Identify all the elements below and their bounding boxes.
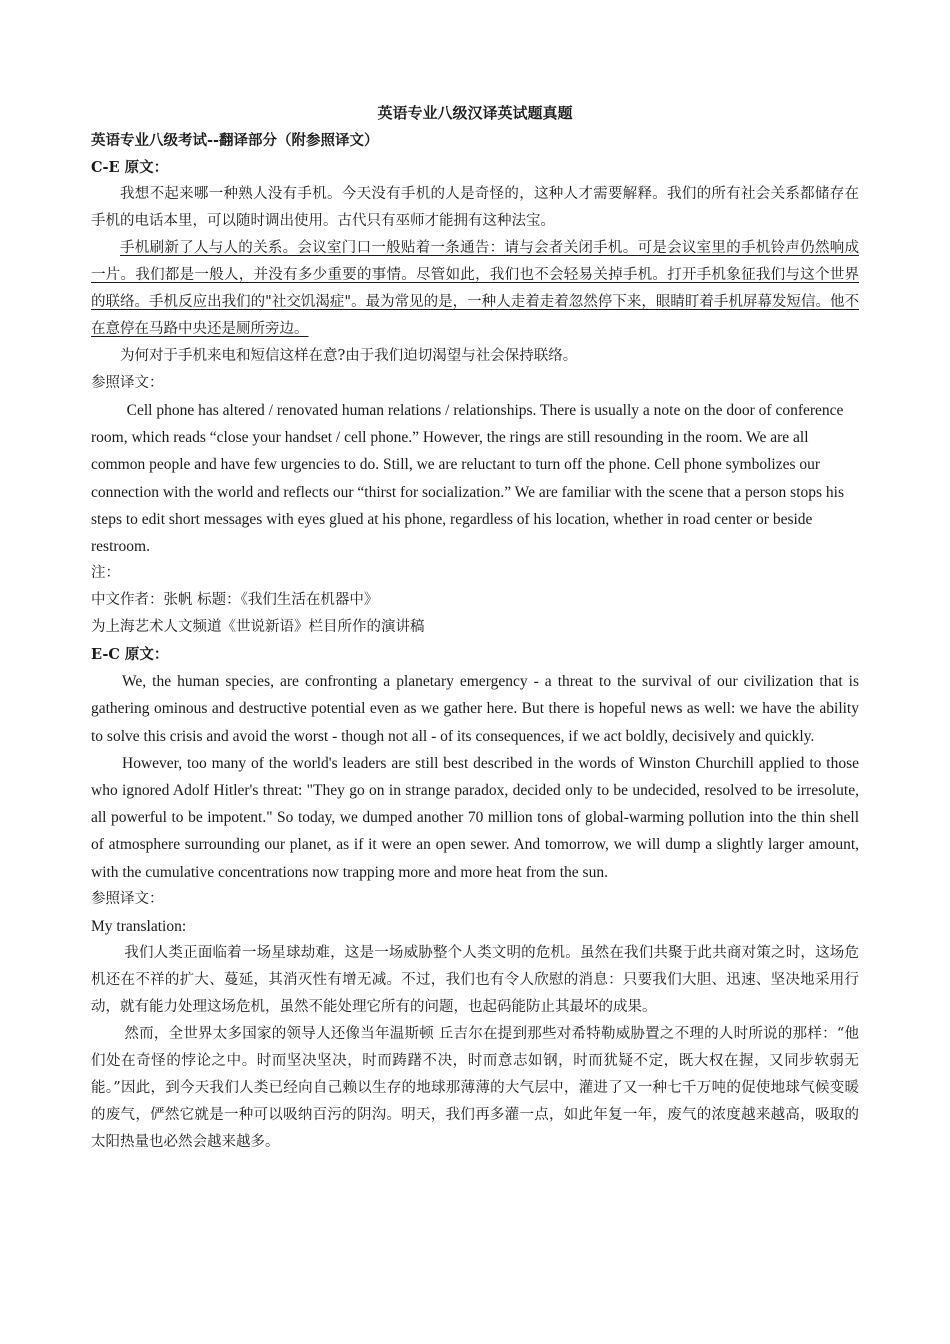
ec-paragraph-1: We, the human species, are confronting a planetary emergency - a threat to the survival of our civilization that is gathering ominous and destructive potential even as we gather here. But there is hopeful news as well: we have the ability to solve this crisis and avoid the worst - though not all - of its consequences, if we act boldly, decisively and quickly. [91, 673, 859, 745]
document-title: 英语专业八级汉译英试题真题 [377, 104, 573, 122]
my-translation-label: My translation: [91, 917, 187, 935]
note-author: 中文作者：张帆 标题：《我们生活在机器中》 [91, 592, 379, 609]
note-source: 为上海艺术人文频道《世说新语》栏目所作的演讲稿 [91, 619, 425, 636]
ce-paragraph-2-text: 手机刷新了人与人的关系。会议室门口一般贴着一条通告：请与会者关闭手机。可是会议室里的手机铃声仍然响成一片。我们都是一般人，并没有多少重要的事情。尽管如此，我们也不会轻易关掉手机。打开手机象征我们与这个世界的联络。手机反应出我们的"社交饥渴症"。最为常见的是，一种人走着走着忽然停下来，眼睛盯着手机屏幕发短信。他不在意停在马路中央还是厕所旁边。 [91, 240, 859, 337]
ec-section-label: E-C 原文： [91, 646, 169, 664]
ce-paragraph-1: 我想不起来哪一种熟人没有手机。今天没有手机的人是奇怪的，这种人才需要解释。我们的所有社会关系都储存在手机的电话本里，可以随时调出使用。古代只有巫师才能拥有这种法宝。 [91, 186, 859, 229]
ec-translation-2: 然而，全世界太多国家的领导人还像当年温斯顿 丘吉尔在提到那些对希特勒威胁置之不理的人时所说的那样：“他们处在奇怪的悖论之中。时而坚决坚决，时而踌躇不决，时而意志如钢，时而犹疑不定，既大权在握，又同步软弱无能。”因此，到今天我们人类已经向自己赖以生存的地球那薄薄的大气层中，灌进了又一种七千万吨的促使地球气候变暖的废气，俨然它就是一种可以吸纳百污的阴沟。明天，我们再多灌一点，如此年复一年，废气的浓度越来越高，吸取的太阳热量也必然会越来越多。 [91, 1025, 859, 1150]
document-page [91, 100, 859, 1156]
document-subtitle: 英语专业八级考试--翻译部分（附参照译文） [91, 132, 379, 149]
ce-paragraph-3: 为何对于手机来电和短信这样在意?由于我们迫切渴望与社会保持联络。 [120, 348, 578, 364]
ec-paragraph-2: However, too many of the world's leaders are still best described in the words of Winston Churchill applied to those who ignored Adolf Hitler's threat: "They go on in strange paradox, decided only to be undecided, resolved to be irresolute, all powerful to be impotent." So today, we dumped another 70 million tons of global-warming pollution into the thin shell of atmosphere surrounding our planet, as if it were an open sewer. And tomorrow, we will dump a slightly larger amount, with the cumulative concentrations now trapping more and more heat from the sun. [91, 754, 859, 881]
ce-paragraph-2 [91, 235, 859, 343]
ce-section-label: C-E 原文： [91, 159, 169, 176]
ce-translation: Cell phone has altered / renovated human relations / relationships. There is usually a note on the door of conference room, which reads “close your handset / cell phone.” However, the rings are still resounding in the room. We are all common people and have few urgencies to do. Still, we are reluctant to turn off the phone. Cell phone symbolizes our connection with the world and reflects our “thirst for socialization.” We are familiar with the scene that a person stops his steps to edit short messages with eyes glued at his phone, regardless of his location, whether in road center or beside restroom. [91, 402, 844, 556]
reference-label-1: 参照译文： [91, 375, 164, 391]
note-label: 注： [91, 565, 120, 582]
reference-label-2: 参照译文： [91, 890, 164, 907]
ec-translation-1: 我们人类正面临着一场星球劫难，这是一场威胁整个人类文明的危机。虽然在我们共聚于此共商对策之时，这场危机还在不祥的扩大、蔓延，其消灭性有增无减。不过，我们也有令人欣慰的消息：只要我们大胆、迅速、坚决地采用行动，就有能力处理这场危机，虽然不能处理它所有的问题，也起码能防止其最坏的成果。 [91, 944, 859, 1015]
